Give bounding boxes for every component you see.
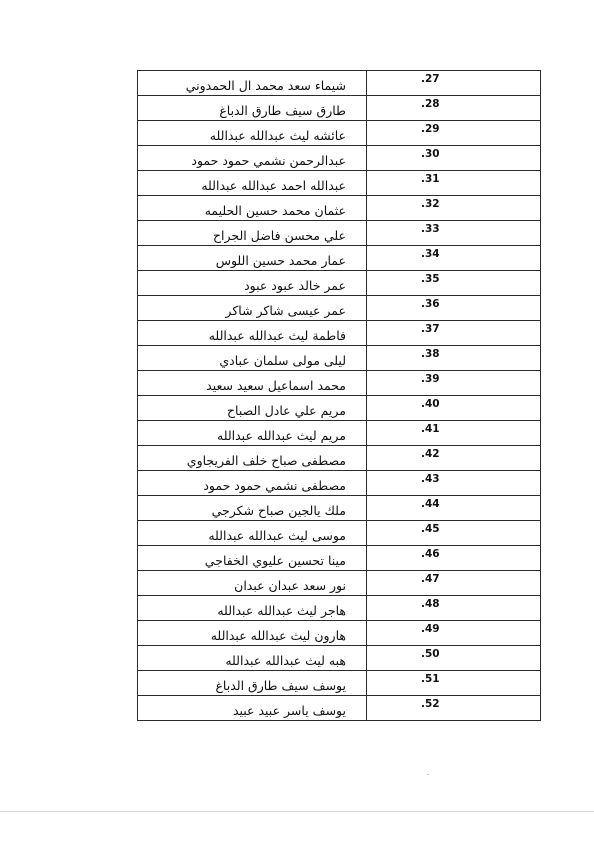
student-name-cell — [138, 571, 367, 596]
student-name: مصطفى نشمي حمود حمود — [203, 477, 346, 493]
student-name-cell — [138, 71, 367, 96]
names-table-body — [138, 71, 541, 721]
student-name-cell — [138, 171, 367, 196]
row-number: .46 — [367, 546, 541, 571]
student-name: عبدالرحمن نشمي حمود حمود — [191, 152, 346, 168]
student-name-cell — [138, 471, 367, 496]
student-name: عمار محمد حسين اللوس — [215, 252, 346, 268]
student-name-cell — [138, 596, 367, 621]
table-row — [138, 496, 541, 521]
table-row — [138, 621, 541, 646]
row-number: .33 — [367, 221, 541, 246]
student-name: عائشه ليث عبدالله عبدالله — [209, 127, 346, 143]
student-name: مريم علي عادل الصباح — [226, 402, 346, 418]
student-name-cell — [138, 621, 367, 646]
student-name-cell — [138, 96, 367, 121]
table-row — [138, 446, 541, 471]
student-name: هبه ليث عبدالله عبدالله — [225, 652, 346, 668]
student-name-cell — [138, 521, 367, 546]
row-number: .50 — [367, 646, 541, 671]
table-row — [138, 546, 541, 571]
student-name-cell — [138, 121, 367, 146]
table-row — [138, 246, 541, 271]
student-name-cell — [138, 346, 367, 371]
student-name: عثمان محمد حسين الحليمه — [204, 202, 346, 218]
row-number: .43 — [367, 471, 541, 496]
student-name: مصطفى صباح خلف الفريجاوي — [186, 452, 346, 468]
table-row — [138, 421, 541, 446]
student-name: نور سعد عبدان عبدان — [234, 577, 346, 593]
row-number: .48 — [367, 596, 541, 621]
scan-edge-line — [0, 811, 594, 812]
student-name-cell — [138, 396, 367, 421]
row-number: .40 — [367, 396, 541, 421]
table-row — [138, 321, 541, 346]
student-name-cell — [138, 696, 367, 721]
row-number: .28 — [367, 96, 541, 121]
row-number: .51 — [367, 671, 541, 696]
row-number: .38 — [367, 346, 541, 371]
table-row — [138, 396, 541, 421]
student-name-cell — [138, 546, 367, 571]
table-row — [138, 96, 541, 121]
table-row — [138, 221, 541, 246]
student-name-cell — [138, 246, 367, 271]
row-number: .27 — [367, 71, 541, 96]
row-number: .30 — [367, 146, 541, 171]
student-name-cell — [138, 196, 367, 221]
table-row — [138, 296, 541, 321]
row-number: .39 — [367, 371, 541, 396]
table-row — [138, 271, 541, 296]
table-row — [138, 696, 541, 721]
row-number: .47 — [367, 571, 541, 596]
table-row — [138, 521, 541, 546]
student-name: عبدالله احمد عبدالله عبدالله — [201, 177, 346, 193]
student-name: يوسف سيف طارق الدباغ — [215, 677, 346, 693]
row-number: .41 — [367, 421, 541, 446]
student-name: علي محسن فاضل الجراح — [212, 227, 346, 243]
row-number: .45 — [367, 521, 541, 546]
student-name: فاطمة ليث عبدالله عبدالله — [208, 327, 346, 343]
student-name: ملك يالجين صباح شكرجي — [211, 502, 346, 518]
table-row — [138, 196, 541, 221]
row-number: .49 — [367, 621, 541, 646]
names-table — [137, 70, 541, 721]
student-name: هاجر ليث عبدالله عبدالله — [217, 602, 346, 618]
student-name: يوسف ياسر عبيد عبيد — [232, 702, 346, 718]
table-row — [138, 171, 541, 196]
row-number: .37 — [367, 321, 541, 346]
student-name: عمر عيسى شاكر شاكر — [225, 302, 346, 318]
student-name-cell — [138, 421, 367, 446]
table-row — [138, 146, 541, 171]
row-number: .42 — [367, 446, 541, 471]
row-number: .34 — [367, 246, 541, 271]
student-name-cell — [138, 671, 367, 696]
table-row — [138, 571, 541, 596]
row-number: .29 — [367, 121, 541, 146]
table-row — [138, 121, 541, 146]
row-number: .32 — [367, 196, 541, 221]
student-name-cell — [138, 146, 367, 171]
student-name-cell — [138, 646, 367, 671]
row-number: .31 — [367, 171, 541, 196]
table-row — [138, 646, 541, 671]
student-name-cell — [138, 271, 367, 296]
student-name-cell — [138, 496, 367, 521]
student-name: مينا تحسين عليوي الخفاجي — [204, 552, 346, 568]
student-name: طارق سيف طارق الدباغ — [219, 102, 346, 118]
student-name: هارون ليث عبدالله عبدالله — [210, 627, 346, 643]
scan-speck — [427, 774, 429, 775]
student-name: ليلى مولى سلمان عبادي — [219, 352, 346, 368]
student-name-cell — [138, 371, 367, 396]
student-name-cell — [138, 296, 367, 321]
student-name: عمر خالد عبود عبود — [244, 277, 346, 293]
row-number: .35 — [367, 271, 541, 296]
row-number: .36 — [367, 296, 541, 321]
row-number: .44 — [367, 496, 541, 521]
table-row — [138, 671, 541, 696]
table-row — [138, 371, 541, 396]
student-name: مريم ليث عبدالله عبدالله — [217, 427, 346, 443]
student-name-cell — [138, 446, 367, 471]
row-number: .52 — [367, 696, 541, 721]
table-row — [138, 71, 541, 96]
student-name: موسى ليث عبدالله عبدالله — [208, 527, 346, 543]
student-name: شيماء سعد محمد ال الحمدوني — [185, 77, 346, 93]
table-row — [138, 471, 541, 496]
table-row — [138, 596, 541, 621]
student-name-cell — [138, 221, 367, 246]
student-name: محمد اسماعيل سعيد سعيد — [206, 377, 346, 393]
table-row — [138, 346, 541, 371]
student-name-cell — [138, 321, 367, 346]
